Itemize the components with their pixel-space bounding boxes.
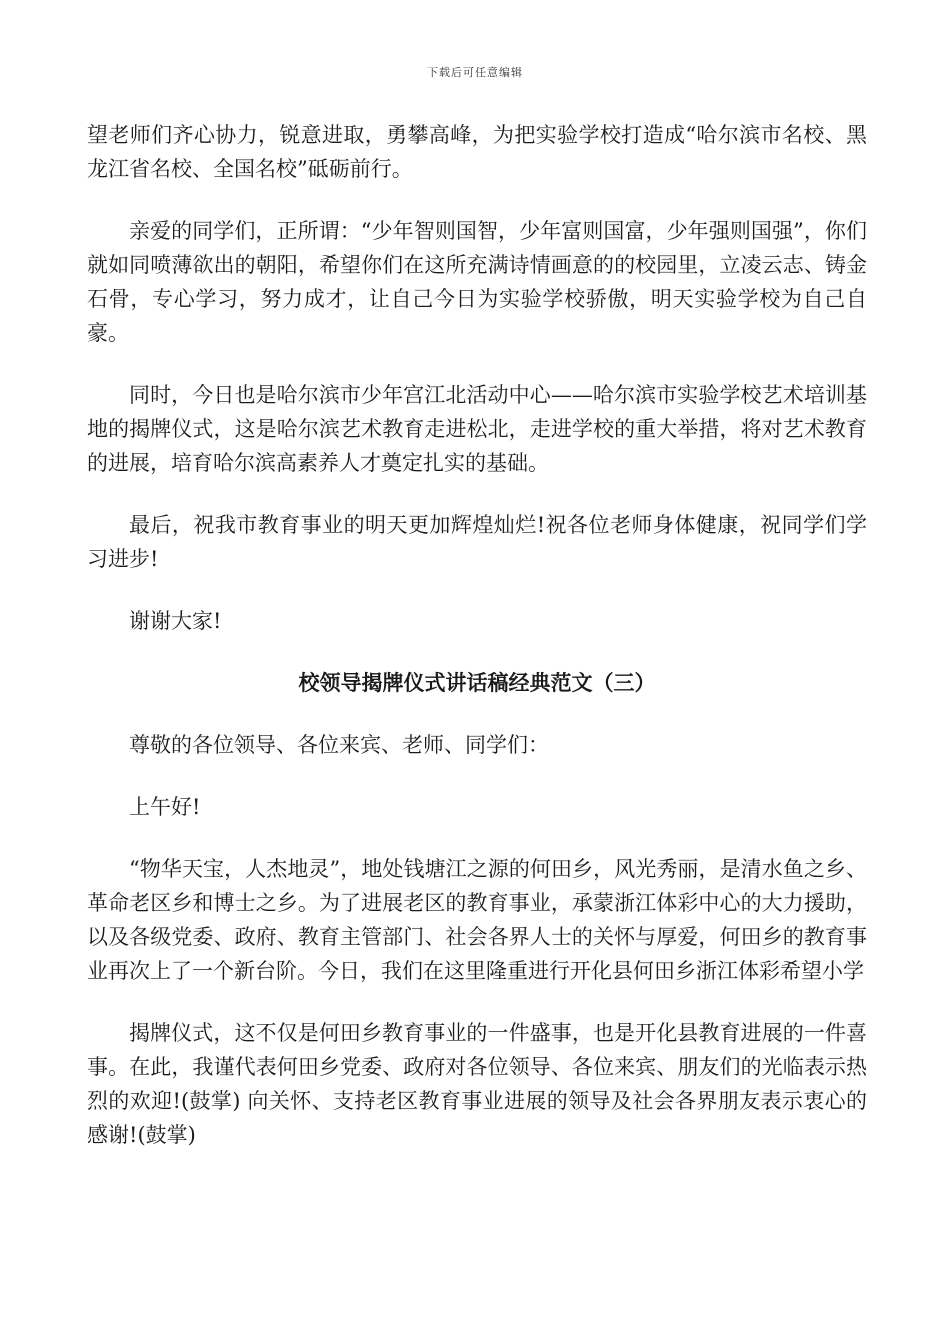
- document-body: [87, 118, 867, 1180]
- paragraph-thanks: 谢谢大家!: [129, 609, 222, 633]
- paragraph-salutation: 尊敬的各位领导、各位来宾、老师、同学们：: [129, 733, 549, 757]
- paragraph-continuation: 望老师们齐心协力，锐意进取，勇攀高峰，为把实验学校打造成“哈尔滨市名校、黑龙江省名校、全国名校”砥砺前行。: [87, 123, 867, 181]
- paragraph-greeting: 上午好!: [129, 795, 201, 819]
- paragraph-ceremony: 揭牌仪式，这不仅是何田乡教育事业的一件盛事，也是开化县教育进展的一件喜事。在此，我谨代表何田乡党委、政府对各位领导、各位来宾、朋友们的光临表示热烈的欢迎!(鼓掌) 向关怀、支持老区教育事业进展的领导及社会各界朋友表示衷心的感谢!(鼓掌): [87, 1021, 867, 1147]
- section-title: 校领导揭牌仪式讲话稿经典范文（三）: [298, 671, 656, 695]
- paragraph-unveiling: 同时，今日也是哈尔滨市少年宫江北活动中心——哈尔滨市实验学校艺术培训基地的揭牌仪式，这是哈尔滨艺术教育走进松北，走进学校的重大举措，将对艺术教育的进展，培育哈尔滨高素养人才奠定扎实的基础。: [87, 383, 867, 475]
- paragraph-closing-wishes: 最后，祝我市教育事业的明天更加辉煌灿烂!祝各位老师身体健康，祝同学们学习进步!: [87, 513, 867, 571]
- page-header: 下载后可任意编辑: [427, 66, 523, 79]
- paragraph-introduction: “物华天宝，人杰地灵”，地处钱塘江之源的何田乡，风光秀丽，是清水鱼之乡、革命老区乡和博士之乡。为了进展老区的教育事业，承蒙浙江体彩中心的大力援助，以及各级党委、政府、教育主管部门、社会各界人士的关怀与厚爱，何田乡的教育事业再次上了一个新台阶。今日，我们在这里隆重进行开化县何田乡浙江体彩希望小学: [87, 857, 867, 983]
- paragraph-students: 亲爱的同学们，正所谓：“少年智则国智，少年富则国富，少年强则国强”，你们就如同喷薄欲出的朝阳，希望你们在这所充满诗情画意的的校园里，立凌云志、铸金石骨，专心学习，努力成才，让自己今日为实验学校骄傲，明天实验学校为自己自豪。: [87, 219, 867, 345]
